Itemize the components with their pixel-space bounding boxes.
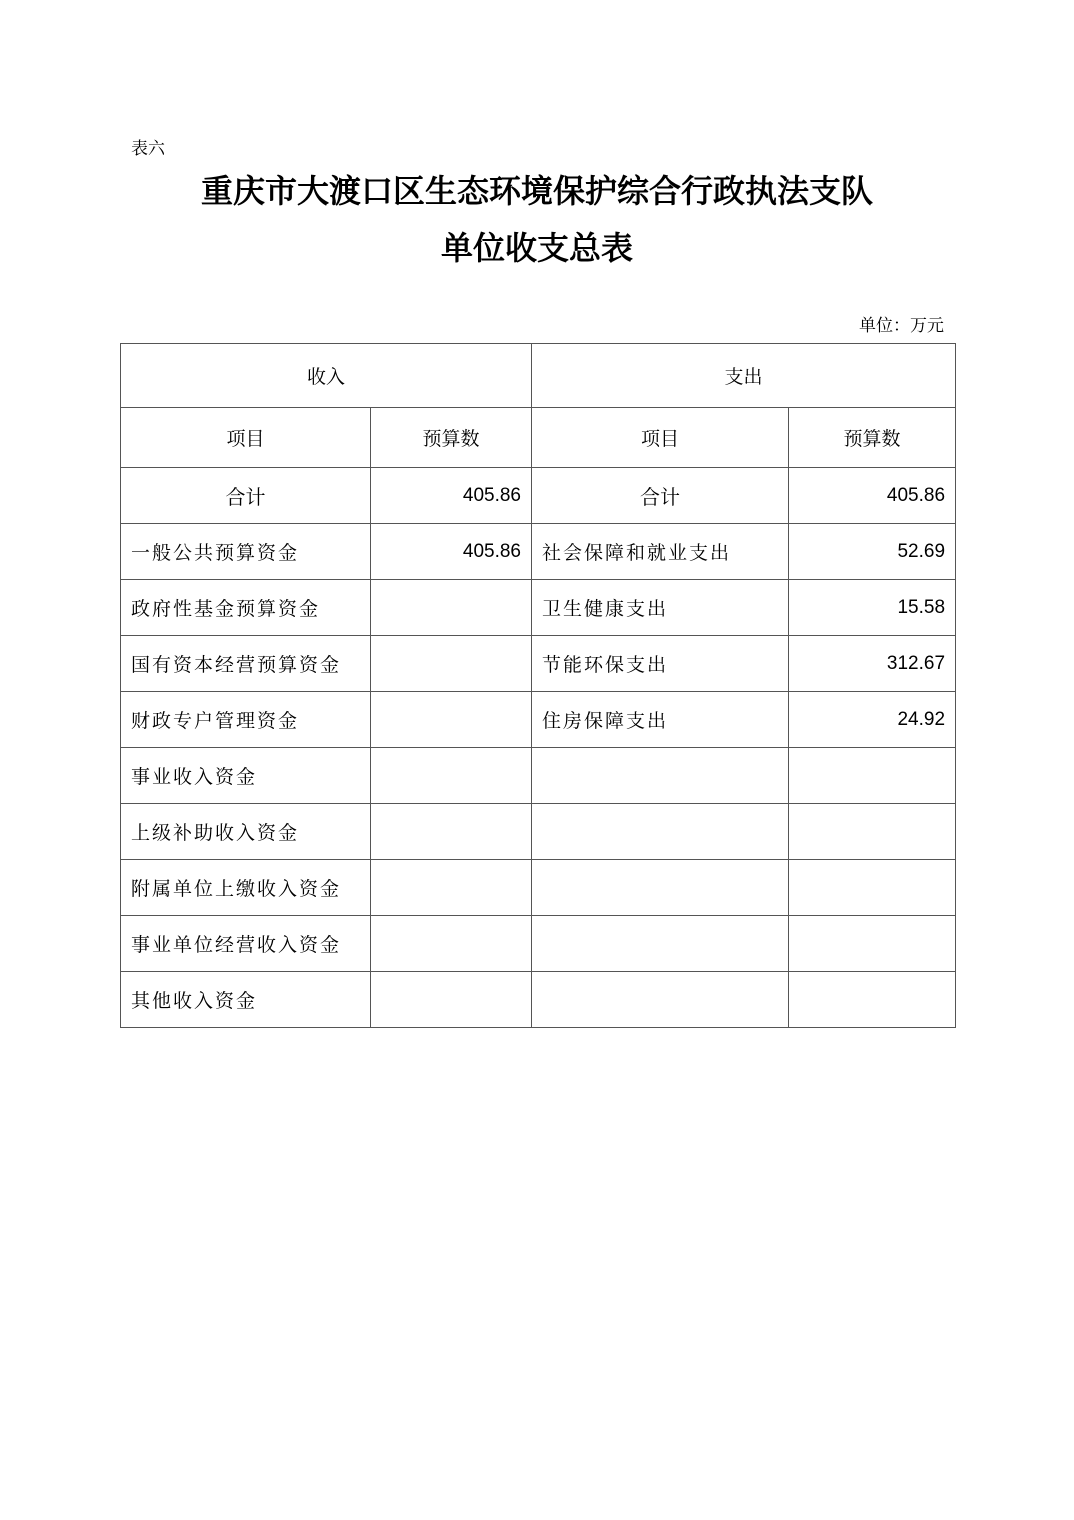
income-section-header: 收入 [121, 344, 532, 408]
income-item: 财政专户管理资金 [121, 692, 371, 748]
income-amount [371, 636, 532, 692]
table-row [121, 972, 956, 1028]
expense-item: 住房保障支出 [532, 692, 789, 748]
budget-table [120, 343, 956, 1028]
expense-item: 节能环保支出 [532, 636, 789, 692]
income-item: 事业收入资金 [121, 748, 371, 804]
income-item: 一般公共预算资金 [121, 524, 371, 580]
expense-item [532, 860, 789, 916]
income-item: 其他收入资金 [121, 972, 371, 1028]
expense-amount [789, 972, 956, 1028]
expense-amount-header: 预算数 [789, 408, 956, 468]
expense-amount: 15.58 [789, 580, 956, 636]
expense-item: 合计 [532, 468, 789, 524]
income-item: 政府性基金预算资金 [121, 580, 371, 636]
expense-amount: 405.86 [789, 468, 956, 524]
income-amount [371, 804, 532, 860]
expense-item [532, 748, 789, 804]
page-subtitle: 单位收支总表 [440, 229, 633, 267]
expense-amount [789, 748, 956, 804]
section-header-row [121, 344, 956, 408]
expense-item [532, 916, 789, 972]
income-amount [371, 692, 532, 748]
expense-amount [789, 804, 956, 860]
table-row [121, 860, 956, 916]
table-row [121, 916, 956, 972]
income-amount [371, 972, 532, 1028]
expense-section-header: 支出 [532, 344, 956, 408]
expense-amount [789, 860, 956, 916]
expense-item: 社会保障和就业支出 [532, 524, 789, 580]
income-amount: 405.86 [371, 468, 532, 524]
expense-amount [789, 916, 956, 972]
table-row [121, 524, 956, 580]
table-row [121, 636, 956, 692]
income-amount [371, 748, 532, 804]
income-amount-header: 预算数 [371, 408, 532, 468]
expense-amount: 312.67 [789, 636, 956, 692]
table-row [121, 748, 956, 804]
expense-item [532, 804, 789, 860]
table-row [121, 580, 956, 636]
income-item: 国有资本经营预算资金 [121, 636, 371, 692]
income-amount [371, 916, 532, 972]
column-header-row [121, 408, 956, 468]
expense-amount: 52.69 [789, 524, 956, 580]
expense-item: 卫生健康支出 [532, 580, 789, 636]
expense-item-header: 项目 [532, 408, 789, 468]
income-amount [371, 860, 532, 916]
income-item-header: 项目 [121, 408, 371, 468]
income-item: 附属单位上缴收入资金 [121, 860, 371, 916]
total-row [121, 468, 956, 524]
expense-amount: 24.92 [789, 692, 956, 748]
expense-item [532, 972, 789, 1028]
page-title: 重庆市大渡口区生态环境保护综合行政执法支队 [200, 172, 873, 210]
income-item: 上级补助收入资金 [121, 804, 371, 860]
income-item: 事业单位经营收入资金 [121, 916, 371, 972]
income-amount: 405.86 [371, 524, 532, 580]
table-row [121, 692, 956, 748]
income-item: 合计 [121, 468, 371, 524]
table-label: 表六 [131, 139, 165, 159]
table-row [121, 804, 956, 860]
income-amount [371, 580, 532, 636]
unit-label: 单位：万元 [859, 316, 944, 336]
